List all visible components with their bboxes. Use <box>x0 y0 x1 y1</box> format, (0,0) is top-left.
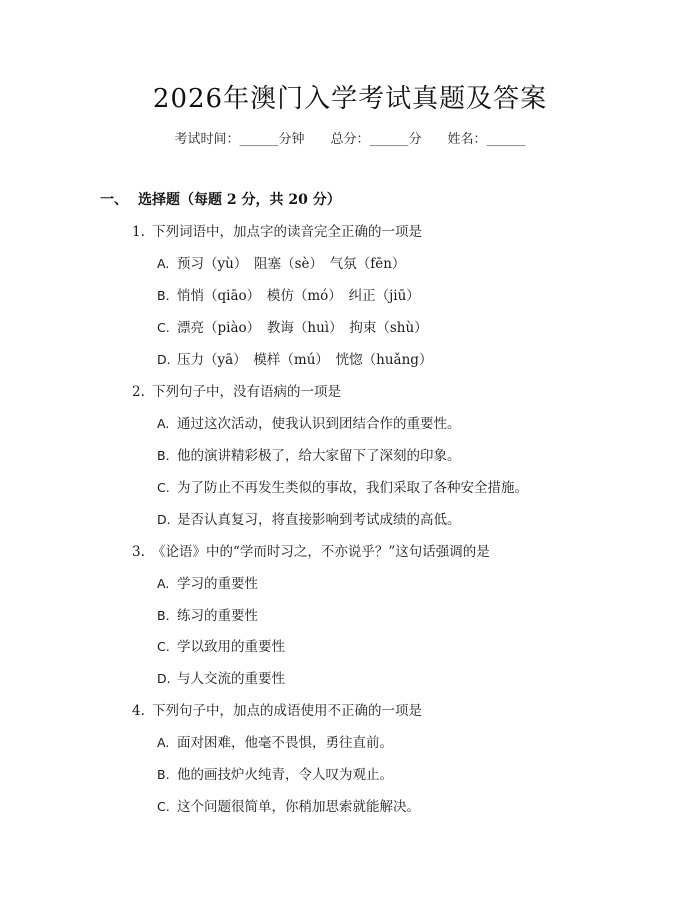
option-4b <box>157 765 393 785</box>
question-number: 4. <box>132 703 145 719</box>
option-text: 漂亮（piào） 教诲（huì） 拘束（shù） <box>177 320 428 336</box>
question-2 <box>132 382 341 402</box>
option-letter: C. <box>157 799 170 814</box>
option-4c <box>157 797 420 817</box>
option-1a <box>157 254 405 274</box>
option-text: 学习的重要性 <box>177 576 258 592</box>
option-3d <box>157 669 285 689</box>
section-number: 一、 <box>100 192 128 208</box>
option-2a <box>157 414 461 434</box>
option-text: 压力（yā） 模样（mú） 恍惚（huǎng） <box>177 352 433 368</box>
option-text: 学以致用的重要性 <box>177 639 285 655</box>
option-text: 他的画技炉火纯青，令人叹为观止。 <box>177 767 393 783</box>
option-letter: D. <box>157 512 171 527</box>
option-text: 这个问题很简单，你稍加思索就能解决。 <box>177 799 420 815</box>
option-3a <box>157 574 258 594</box>
option-letter: A. <box>157 416 170 431</box>
student-name-field: 姓名：______ <box>447 132 526 147</box>
option-3c <box>157 637 285 657</box>
section-heading <box>100 190 341 210</box>
option-text: 通过这次活动，使我认识到团结合作的重要性。 <box>177 416 461 432</box>
exam-time-field: 考试时间：______分钟 <box>174 132 305 147</box>
option-letter: B. <box>157 448 170 463</box>
option-text: 面对困难，他毫不畏惧，勇往直前。 <box>177 735 393 751</box>
option-2b <box>157 446 461 466</box>
exam-title: 2026年澳门入学考试真题及答案 <box>152 84 548 114</box>
option-letter: C. <box>157 480 170 495</box>
option-letter: B. <box>157 288 170 303</box>
question-stem: 《论语》中的“学而时习之，不亦说乎？”这句话强调的是 <box>152 544 490 560</box>
option-1b <box>157 286 420 306</box>
question-number: 1. <box>132 224 145 240</box>
question-4 <box>132 701 422 721</box>
question-stem: 下列词语中，加点字的读音完全正确的一项是 <box>152 224 422 240</box>
option-letter: B. <box>157 608 170 623</box>
option-4a <box>157 733 393 753</box>
option-text: 是否认真复习，将直接影响到考试成绩的高低。 <box>177 512 461 528</box>
option-text: 与人交流的重要性 <box>177 671 285 687</box>
option-letter: C. <box>157 320 170 335</box>
option-3b <box>157 606 258 626</box>
option-text: 他的演讲精彩极了，给大家留下了深刻的印象。 <box>177 448 461 464</box>
option-letter: A. <box>157 576 170 591</box>
option-2d <box>157 510 461 530</box>
option-letter: D. <box>157 671 171 686</box>
option-text: 预习（yù） 阻塞（sè） 气氛（fēn） <box>177 256 406 272</box>
exam-info-line <box>0 131 700 149</box>
option-2c <box>157 478 528 498</box>
question-stem: 下列句子中，没有语病的一项是 <box>152 384 341 400</box>
question-number: 3. <box>132 544 145 560</box>
option-1d <box>157 350 432 370</box>
option-letter: A. <box>157 735 170 750</box>
option-letter: A. <box>157 256 170 271</box>
question-3 <box>132 542 490 562</box>
option-1c <box>157 318 428 338</box>
option-text: 练习的重要性 <box>177 608 258 624</box>
question-stem: 下列句子中，加点的成语使用不正确的一项是 <box>152 703 422 719</box>
section-title: 选择题（每题 2 分，共 20 分） <box>138 192 341 208</box>
question-number: 2. <box>132 384 145 400</box>
option-letter: C. <box>157 639 170 654</box>
option-text: 悄悄（qiāo） 模仿（mó） 纠正（jiū） <box>177 288 420 304</box>
option-text: 为了防止不再发生类似的事故，我们采取了各种安全措施。 <box>177 480 528 496</box>
option-letter: B. <box>157 767 170 782</box>
total-score-field: 总分：______分 <box>330 132 422 147</box>
question-1 <box>132 222 422 242</box>
option-letter: D. <box>157 352 171 367</box>
